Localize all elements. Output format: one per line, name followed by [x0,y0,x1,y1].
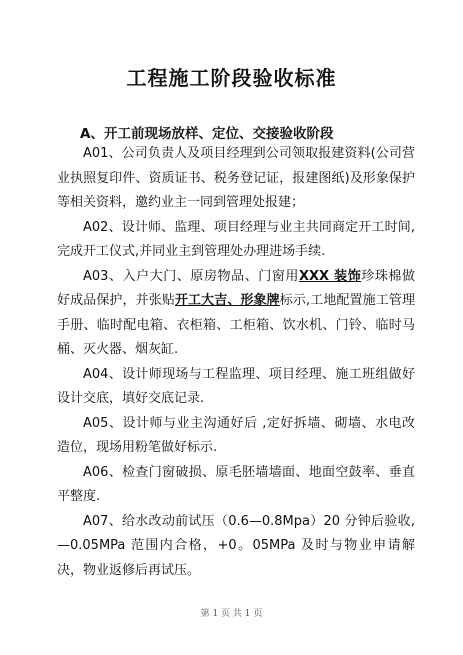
paragraph-a04: A04、设计师现场与工程监理、项目经理、施工班组做好设计交底，填好交底记录. [57,366,415,406]
paragraph-a06: A06、检查门窗破损、原毛胚墙墙面、地面空鼓率、垂直平整度. [57,464,415,504]
section-heading: A、开工前现场放样、定位、交接验收阶段 [80,126,334,142]
brand-name-emphasis: XXX 装饰 [298,268,362,284]
paragraph-a05: A05、设计师与业主沟通好后 ,定好拆墙、砌墙、水电改造位，现场用粉笔做好标示. [57,415,415,455]
document-title: 工程施工阶段验收标准 [126,66,337,90]
paragraph-a02: A02、设计师、监理、项目经理与业主共同商定开工时间,完成开工仪式,并同业主到管理处办理进场手续. [57,219,415,259]
paragraph-a03 [57,265,415,363]
paragraph-a03-text-2: 珍珠棉做好成品保护，并张贴 [57,268,415,308]
page-footer: 第 1 页 共 1 页 [200,609,263,619]
paragraph-a01: A01、公司负责人及项目经理到公司领取报建资料(公司营业执照复印件、资质证书、税务登记证，报建图纸)及形象保护等相关资料，邀约业主一同到管理处报建； [57,146,415,210]
document-body [57,142,415,583]
paragraph-a03-text-3: 标示,工地配置施工管理手册、临时配电箱、衣柜箱、工柜箱、饮水机、门铃、临时马桶、灭火器、烟灰缸. [57,293,415,357]
paragraph-a07: A07、给水改动前试压（0.6—0.8Mpa）20 分钟后验收,—0.05MPa 范围内合格，+0。05MPa 及时与物业申请解决，物业返修后再试压。 [57,513,415,578]
signage-emphasis: 开工大吉、形象牌 [174,293,280,308]
paragraph-a03-text-1: A03、入户大门、原房物品、门窗用 [83,268,299,284]
